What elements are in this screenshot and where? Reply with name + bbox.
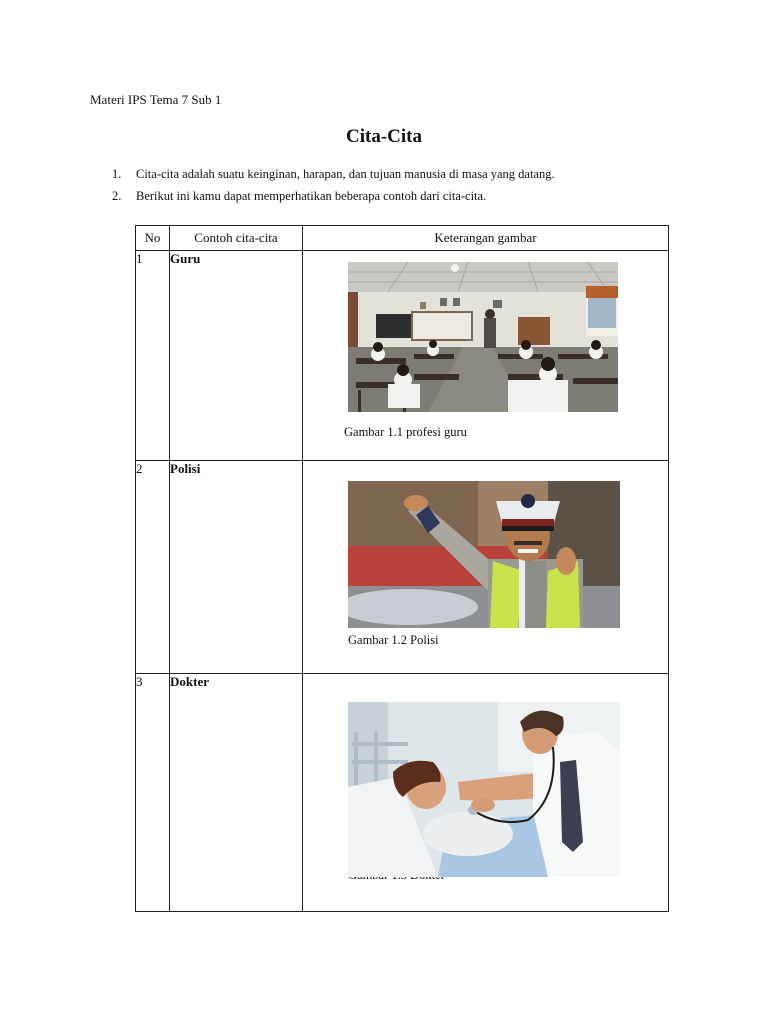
police-officer-photo — [348, 481, 620, 628]
table-row — [136, 674, 669, 912]
document-header: Materi IPS Tema 7 Sub 1 — [90, 92, 222, 107]
row-number: 3 — [136, 674, 170, 912]
table-row — [136, 251, 669, 461]
list-item — [112, 188, 555, 210]
list-item-number: 1. — [112, 167, 122, 181]
classroom-photo — [348, 262, 618, 412]
column-header-description: Keterangan gambar — [303, 226, 669, 251]
list-item-text: Berikut ini kamu dapat memperhatikan beberapa contoh dari cita-cita. — [136, 189, 487, 203]
intro-list — [112, 166, 555, 210]
image-cell — [303, 251, 669, 461]
row-profession: Dokter — [170, 674, 303, 912]
table-header-row — [136, 226, 669, 251]
list-item — [112, 166, 555, 188]
row-number: 1 — [136, 251, 170, 461]
image-cell — [303, 461, 669, 674]
image-caption: Gambar 1.2 Polisi — [348, 633, 439, 647]
page-title: Cita-Cita — [346, 126, 422, 147]
table-row — [136, 461, 669, 674]
image-cell — [303, 674, 669, 912]
list-item-number: 2. — [112, 189, 122, 203]
column-header-example: Contoh cita-cita — [170, 226, 303, 251]
column-header-no: No — [136, 226, 170, 251]
row-profession: Polisi — [170, 461, 303, 674]
doctor-patient-photo — [348, 702, 620, 877]
examples-table — [135, 225, 669, 912]
row-number: 2 — [136, 461, 170, 674]
list-item-text: Cita-cita adalah suatu keinginan, harapan, dan tujuan manusia di masa yang datang. — [136, 167, 555, 181]
image-caption: Gambar 1.1 profesi guru — [344, 425, 467, 439]
row-profession: Guru — [170, 251, 303, 461]
